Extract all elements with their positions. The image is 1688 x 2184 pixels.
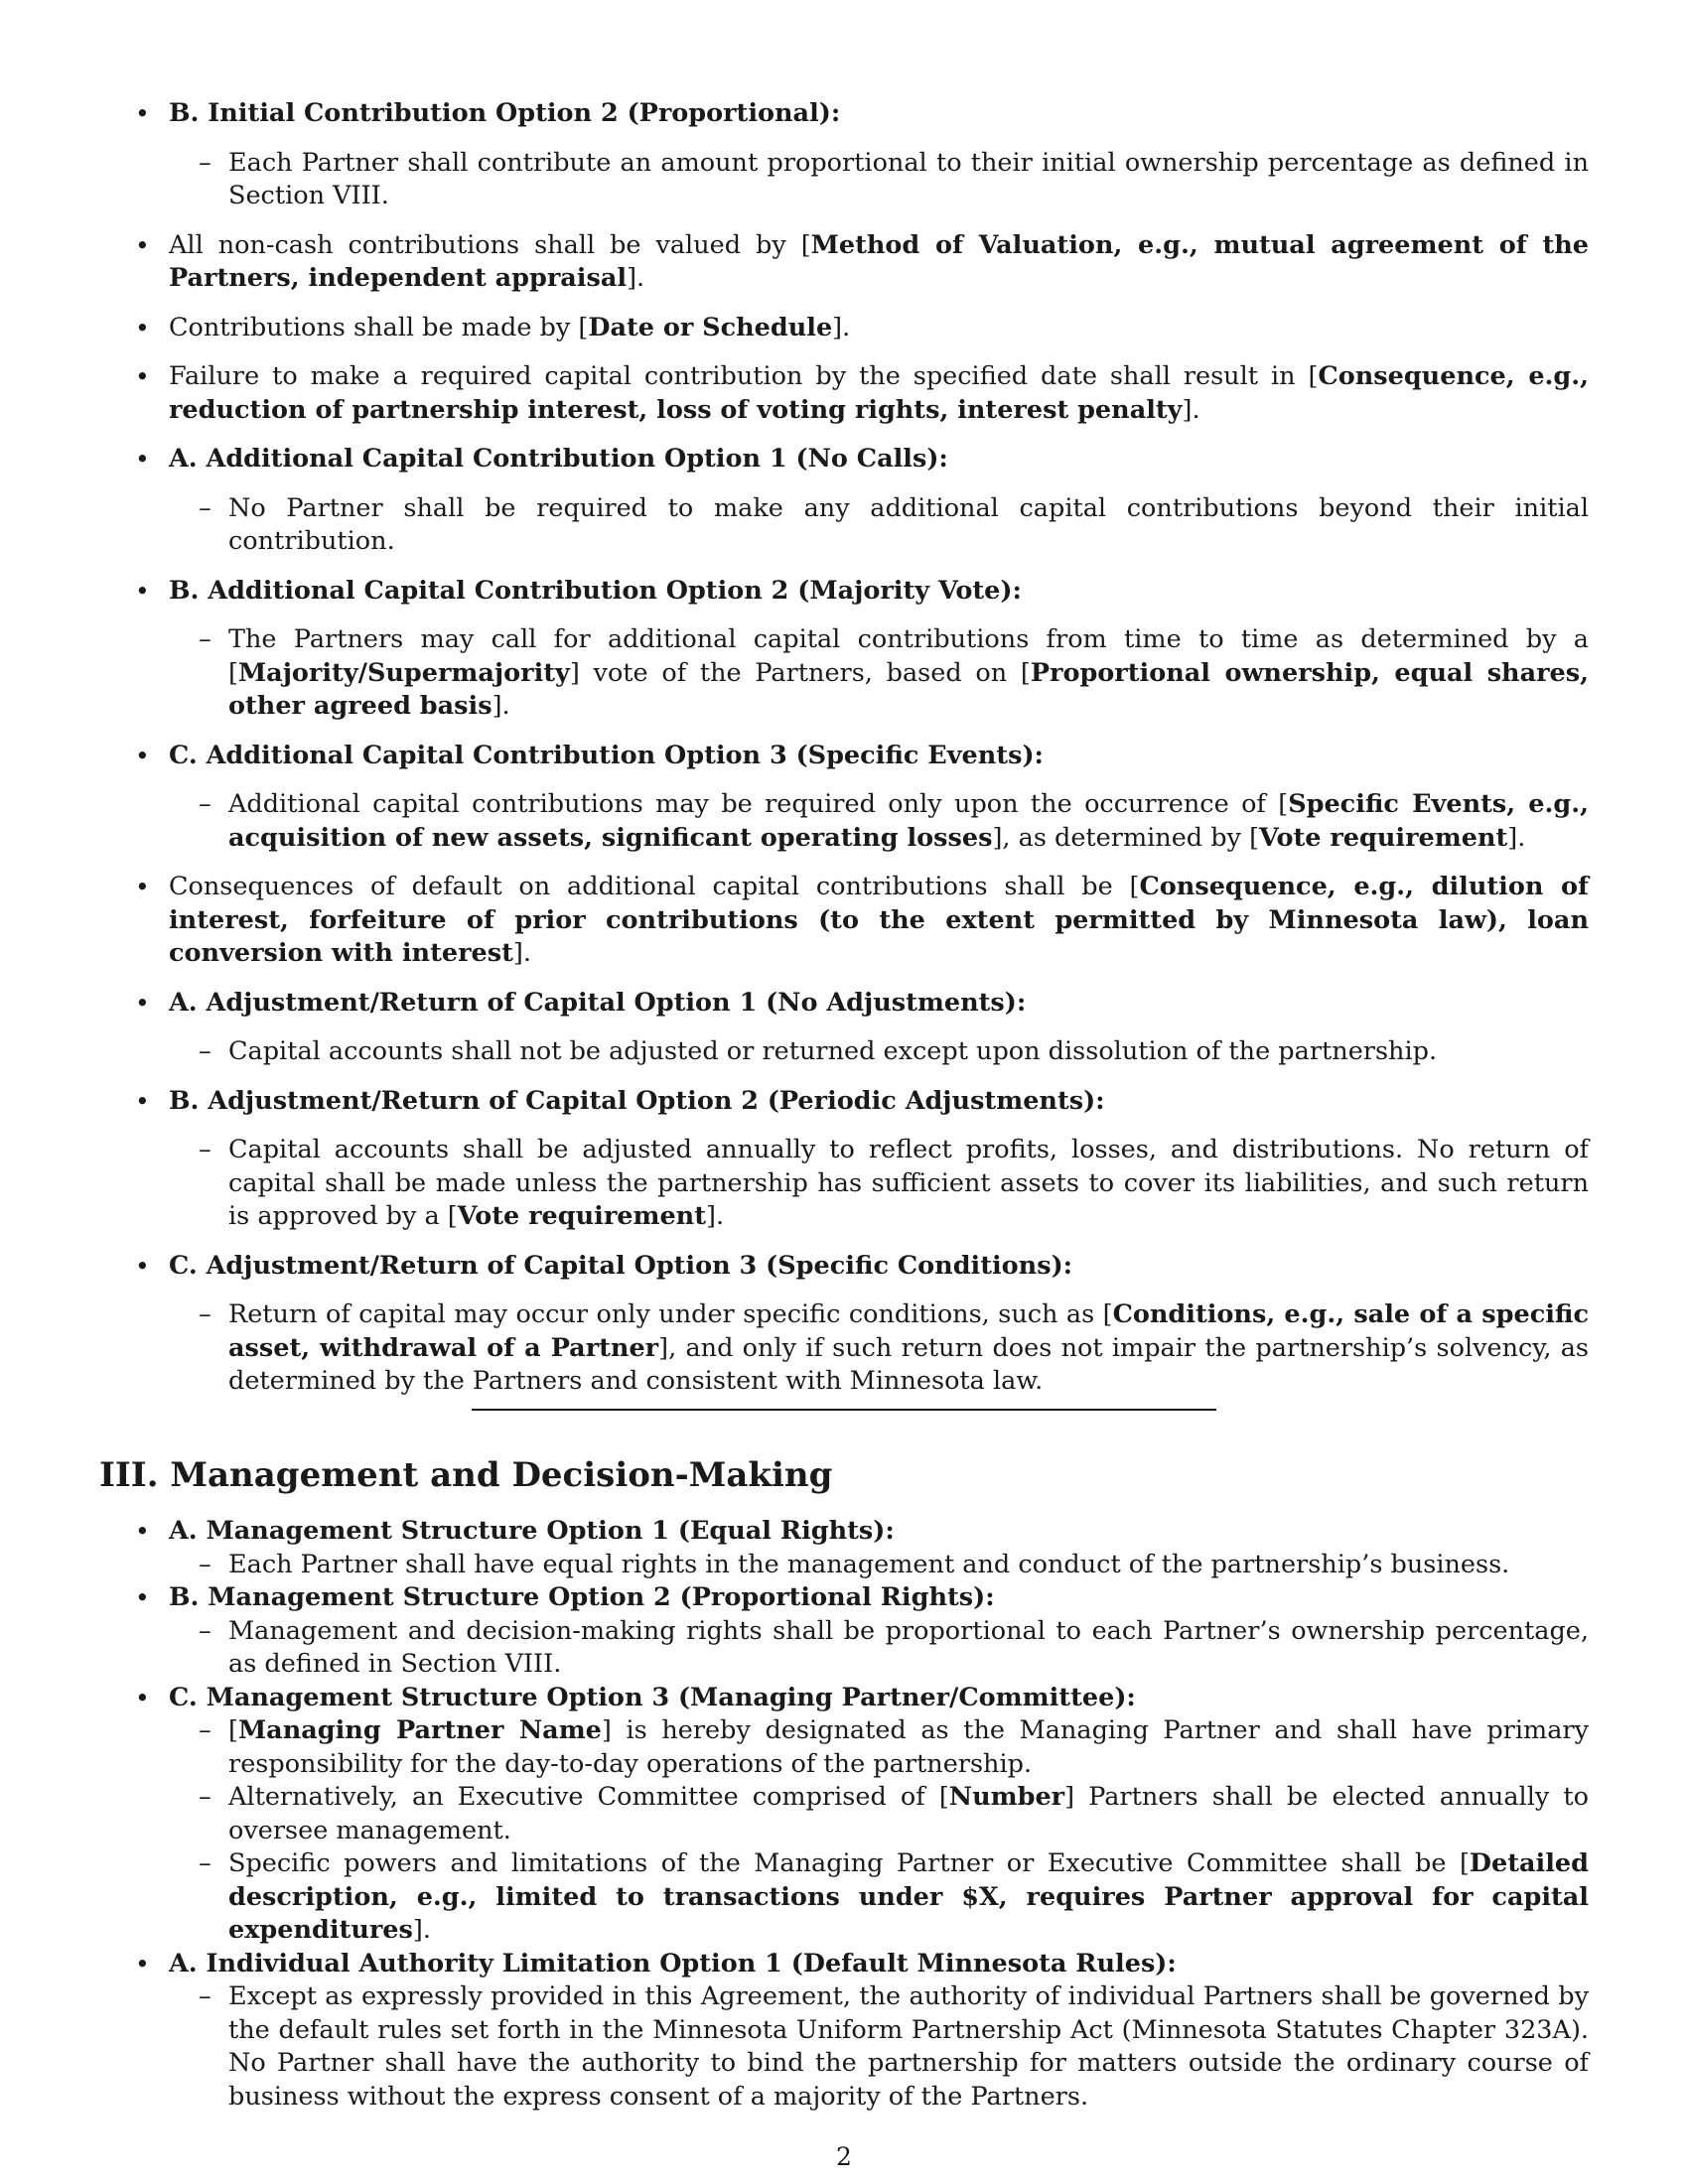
- sub-item-text: Specific powers and limitations of the Managing Partner or Executive Committee shall be [: [228, 1848, 1470, 1878]
- sub-item-text: The Partners may call for additional capital contributions from time to time as determined by a [: [228, 624, 1589, 688]
- sub-item: [169, 1298, 1589, 1399]
- placeholder-field: Vote requirement: [457, 1201, 706, 1231]
- sub-item-text: ].: [412, 1915, 431, 1945]
- placeholder-field: Consequence, e.g., reduction of partnership interest, loss of voting rights, interest penalty: [169, 361, 1590, 425]
- list-item: [99, 1948, 1589, 2115]
- sub-item-text: Alternatively, an Executive Committee comprised of [: [228, 1782, 949, 1812]
- placeholder-field: Proportional ownership, equal shares, other agreed basis: [228, 657, 1590, 721]
- sub-item: [169, 1781, 1589, 1847]
- option-title: A. Management Structure Option 1 (Equal Rights):: [169, 1516, 895, 1546]
- list-item: [99, 229, 1589, 296]
- list-item: [99, 871, 1589, 971]
- item-text: ].: [1182, 394, 1200, 425]
- sub-item: [169, 1980, 1589, 2114]
- option-title: C. Management Structure Option 3 (Managing Partner/Committee):: [169, 1682, 1136, 1712]
- sub-item-text: ] Partners shall be elected annually to oversee management.: [228, 1782, 1590, 1845]
- sub-item: [169, 1035, 1589, 1069]
- capital-list: [99, 97, 1589, 1399]
- option-title: A. Adjustment/Return of Capital Option 1 (No Adjustments):: [169, 987, 1027, 1018]
- option-title: B. Additional Capital Contribution Option 2 (Majority Vote):: [169, 575, 1022, 606]
- list-item: [99, 1515, 1589, 1581]
- placeholder-field: Conditions, e.g., sale of a specific asset, withdrawal of a Partner: [228, 1299, 1589, 1363]
- placeholder-field: Number: [948, 1782, 1065, 1812]
- item-text: All non-cash contributions shall be valued by [: [169, 229, 811, 260]
- list-item: [99, 575, 1589, 724]
- placeholder-field: Detailed description, e.g., limited to transactions under $X, requires Partner approval for capital expenditures: [228, 1848, 1589, 1945]
- placeholder-field: Managing Partner Name: [237, 1715, 602, 1745]
- sub-item-text: No Partner shall be required to make any additional capital contributions beyond their initial contribution.: [228, 492, 1589, 556]
- sub-item-text: Except as expressly provided in this Agreement, the authority of individual Partners shall be governed by the default rules set forth in the Minnesota Uniform Partnership Act (Minnesota Statutes Chapter 323A). No Partner shall have the authority to bind the partnership for matters outside the ordinary course of business without the express consent of a majority of the Partners.: [228, 1981, 1589, 2112]
- sub-item-text: ].: [706, 1201, 725, 1231]
- list-item: [99, 97, 1589, 213]
- list-item: [99, 740, 1589, 856]
- list-item: [99, 443, 1589, 559]
- list-item: [99, 312, 1589, 345]
- sub-item-text: [: [228, 1715, 238, 1745]
- management-section: [99, 1515, 1589, 2114]
- item-text: Contributions shall be made by [: [169, 312, 589, 342]
- list-item: [99, 1581, 1589, 1682]
- sub-item: [169, 1134, 1589, 1234]
- list-item: [99, 1250, 1589, 1399]
- sub-item-text: ] vote of the Partners, based on [: [569, 657, 1031, 688]
- sub-item: [169, 1549, 1589, 1582]
- page-number: 2: [836, 2142, 852, 2171]
- option-title: A. Additional Capital Contribution Option 1 (No Calls):: [169, 444, 948, 474]
- option-title: B. Adjustment/Return of Capital Option 2 (Periodic Adjustments):: [169, 1085, 1105, 1116]
- sub-item-text: Each Partner shall have equal rights in the management and conduct of the partnership’s business.: [228, 1549, 1510, 1579]
- list-item: [99, 987, 1589, 1069]
- option-title: C. Additional Capital Contribution Option 3 (Specific Events):: [169, 740, 1044, 770]
- sub-item-text: ], and only if such return does not impair the partnership’s solvency, as determined by the Partners and consistent with Minnesota law.: [228, 1332, 1589, 1396]
- section-heading: III. Management and Decision-Making: [99, 1455, 833, 1495]
- item-text: Failure to make a required capital contribution by the specified date shall result in [: [169, 361, 1319, 391]
- placeholder-field: Date or Schedule: [588, 312, 833, 342]
- sub-item-text: ].: [492, 691, 510, 721]
- sub-item-text: Management and decision-making rights shall be proportional to each Partner’s ownership percentage, as defined in Section VIII.: [228, 1615, 1589, 1679]
- sub-item: [169, 492, 1589, 559]
- sub-item: [169, 1847, 1589, 1948]
- list-item: [99, 360, 1589, 427]
- item-text: ].: [512, 938, 531, 968]
- sub-item: [169, 147, 1589, 213]
- management-list: [99, 1515, 1589, 2114]
- sub-item-text: ], as determined by [: [992, 822, 1260, 853]
- list-item: [99, 1085, 1589, 1234]
- section-divider: [472, 1409, 1216, 1411]
- placeholder-field: Consequence, e.g., dilution of interest, forfeiture of prior contributions (to the extent permitted by Minnesota law), loan conversion with interest: [169, 872, 1589, 968]
- list-item: [99, 1682, 1589, 1948]
- sub-item-text: ] is hereby designated as the Managing Partner and shall have primary responsibility for the day-to-day operations of the partnership.: [228, 1715, 1589, 1779]
- item-text: ].: [832, 312, 851, 342]
- option-title: B. Management Structure Option 2 (Proportional Rights):: [169, 1582, 995, 1612]
- placeholder-field: Method of Valuation, e.g., mutual agreement of the Partners, independent appraisal: [169, 229, 1590, 293]
- placeholder-field: Specific Events, e.g., acquisition of new assets, significant operating losses: [228, 789, 1589, 853]
- option-title: C. Adjustment/Return of Capital Option 3 (Specific Conditions):: [169, 1250, 1073, 1281]
- sub-item-text: Capital accounts shall not be adjusted or returned except upon dissolution of the partnership.: [228, 1036, 1438, 1066]
- capital-contributions-section: [99, 97, 1589, 1415]
- sub-item: [169, 788, 1589, 855]
- sub-item-text: Each Partner shall contribute an amount proportional to their initial ownership percentage as defined in Section VIII.: [228, 147, 1589, 210]
- sub-item-text: Return of capital may occur only under specific conditions, such as [: [228, 1299, 1113, 1329]
- option-title: A. Individual Authority Limitation Option 1 (Default Minnesota Rules):: [169, 1948, 1177, 1979]
- item-text: ].: [627, 263, 645, 293]
- placeholder-field: Majority/Supermajority: [237, 657, 570, 688]
- sub-item: [169, 1714, 1589, 1781]
- sub-item-text: Capital accounts shall be adjusted annually to reflect profits, losses, and distributions. No return of capital shall be made unless the partnership has sufficient assets to cover its liabilities, and such return is approved by a [: [228, 1135, 1589, 1231]
- item-text: Consequences of default on additional capital contributions shall be [: [169, 872, 1140, 901]
- sub-item: [169, 1615, 1589, 1682]
- sub-item-text: Additional capital contributions may be required only upon the occurrence of [: [228, 789, 1289, 819]
- sub-item: [169, 623, 1589, 724]
- placeholder-field: Vote requirement: [1259, 822, 1508, 853]
- sub-item-text: ].: [1507, 822, 1526, 853]
- option-title: B. Initial Contribution Option 2 (Proportional):: [169, 98, 841, 128]
